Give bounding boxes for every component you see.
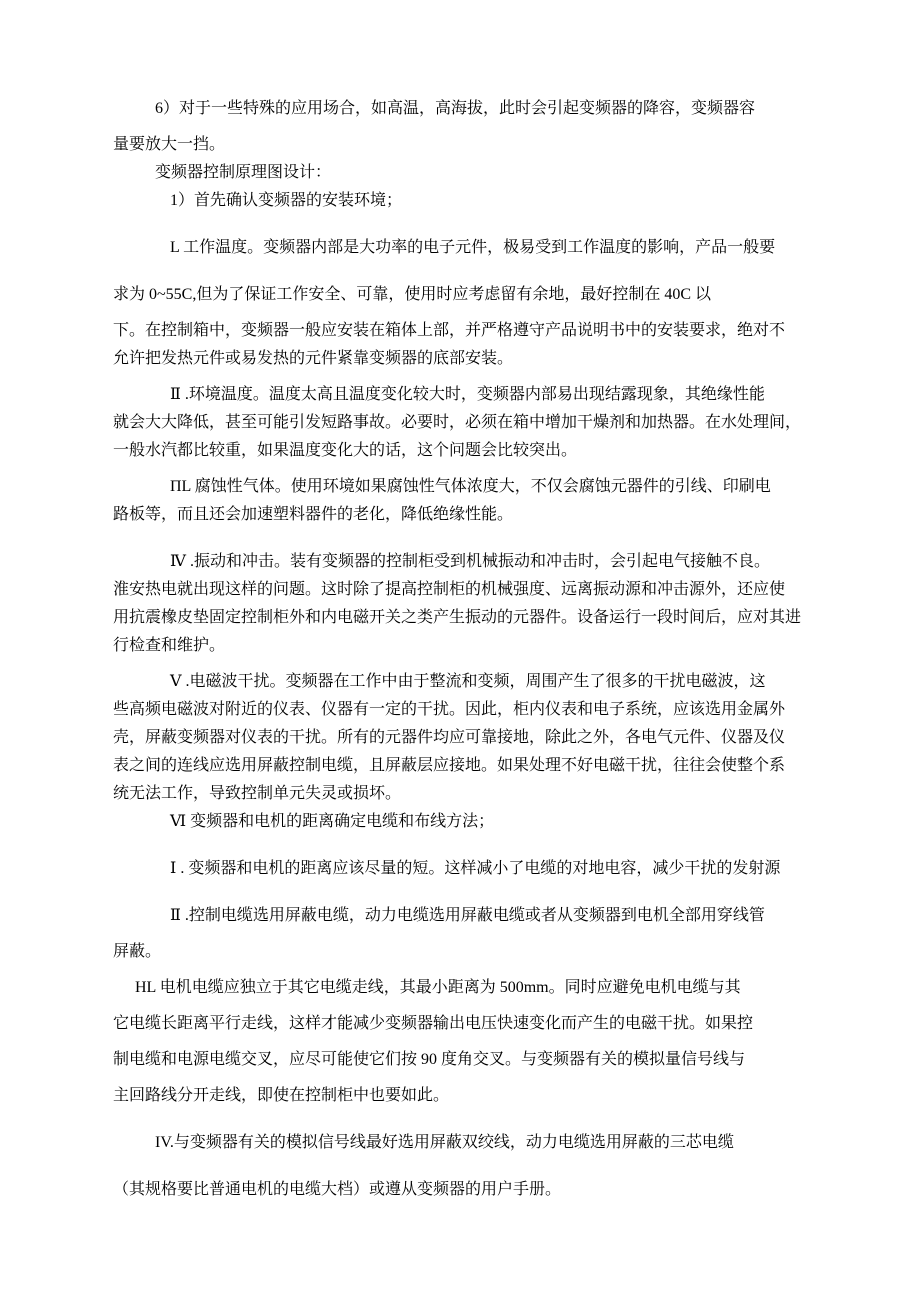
text-line: HL 电机电缆应独立于其它电缆走线，其最小距离为 500mm。同时应避免电机电缆与其	[135, 979, 741, 996]
text-line: 路板等，而且还会加速塑料器件的老化，降低绝缘性能。	[113, 506, 514, 523]
text-line: 一般水汽都比较重，如果温度变化大的话，这个问题会比较突出。	[113, 442, 578, 459]
text-line: Ⅱ .控制电缆选用屏蔽电缆，动力电缆选用屏蔽电缆或者从变频器到电机全部用穿线管	[170, 907, 765, 924]
text-line: 量要放大一挡。	[113, 136, 226, 153]
text-line: 允许把发热元件或易发热的元件紧靠变频器的底部安装。	[113, 350, 514, 367]
text-line: 表之间的连线应选用屏蔽控制电缆，且屏蔽层应接地。如果处理不好电磁干扰，往往会使整个系	[113, 757, 786, 774]
text-line: 统无法工作，导致控制单元失灵或损坏。	[113, 785, 402, 802]
text-line: 用抗震橡皮垫固定控制柜外和内电磁开关之类产生振动的元器件。设备运行一段时间后，应对其进	[113, 609, 802, 626]
text-line: 行检查和维护。	[113, 637, 226, 654]
text-line: 主回路线分开走线，即使在控制柜中也要如此。	[113, 1087, 450, 1104]
text-line: 制电缆和电源电缆交叉，应尽可能使它们按 90 度角交叉。与变频器有关的模拟量信号线与	[113, 1051, 746, 1068]
text-line: 壳，屏蔽变频器对仪表的干扰。所有的元器件均应可靠接地，除此之外，各电气元件、仪器及仪	[113, 729, 786, 746]
text-line: 些高频电磁波对附近的仪表、仪器有一定的干扰。因此，柜内仪表和电子系统，应该选用金属外	[113, 701, 786, 718]
text-line: （其规格要比普通电机的电缆大档）或遵从变频器的用户手册。	[113, 1181, 562, 1198]
document-body	[113, 95, 815, 1204]
text-line: 1）首先确认变频器的安装环境；	[170, 192, 403, 209]
text-line: 它电缆长距离平行走线，这样才能减少变频器输出电压快速变化而产生的电磁干扰。如果控	[113, 1015, 754, 1032]
text-line: IV.与变频器有关的模拟信号线最好选用屏蔽双绞线，动力电缆选用屏蔽的三芯电缆	[155, 1134, 734, 1151]
text-line: ΠL 腐蚀性气体。使用环境如果腐蚀性气体浓度大，不仅会腐蚀元器件的引线、印刷电	[170, 478, 771, 495]
text-line: Ⅱ .环境温度。温度太高且温度变化较大时，变频器内部易出现结露现象，其绝缘性能	[170, 386, 765, 403]
text-line: Ⅰ . 变频器和电机的距离应该尽量的短。这样减小了电缆的对地电容，减少干扰的发射源	[170, 860, 781, 877]
text-line: Ⅴ .电磁波干扰。变频器在工作中由于整流和变频，周围产生了很多的干扰电磁波，这	[170, 673, 766, 690]
text-line: 就会大大降低，甚至可能引发短路事故。必要时，必须在箱中增加干燥剂和加热器。在水处理间，	[113, 414, 802, 431]
text-line: 屏蔽。	[113, 943, 162, 960]
text-line: 6）对于一些特殊的应用场合，如高温，高海拔，此时会引起变频器的降容，变频器容	[155, 100, 756, 117]
text-line: 变频器控制原理图设计：	[155, 164, 332, 181]
text-line: 求为 0~55C,但为了保证工作安全、可靠，使用时应考虑留有余地，最好控制在 40C 以	[113, 286, 712, 303]
text-line: Ⅳ .振动和冲击。装有变频器的控制柜受到机械振动和冲击时，会引起电气接触不良。	[170, 553, 770, 570]
text-line: L 工作温度。变频器内部是大功率的电子元件，极易受到工作温度的影响，产品一般要	[170, 239, 776, 256]
text-line: 淮安热电就出现这样的问题。这时除了提高控制柜的机械强度、远离振动源和冲击源外，还应使	[113, 581, 786, 598]
text-line: Ⅵ 变频器和电机的距离确定电缆和布线方法；	[170, 813, 495, 830]
text-line: 下。在控制箱中，变频器一般应安装在箱体上部，并严格遵守产品说明书中的安装要求，绝对不	[113, 322, 786, 339]
